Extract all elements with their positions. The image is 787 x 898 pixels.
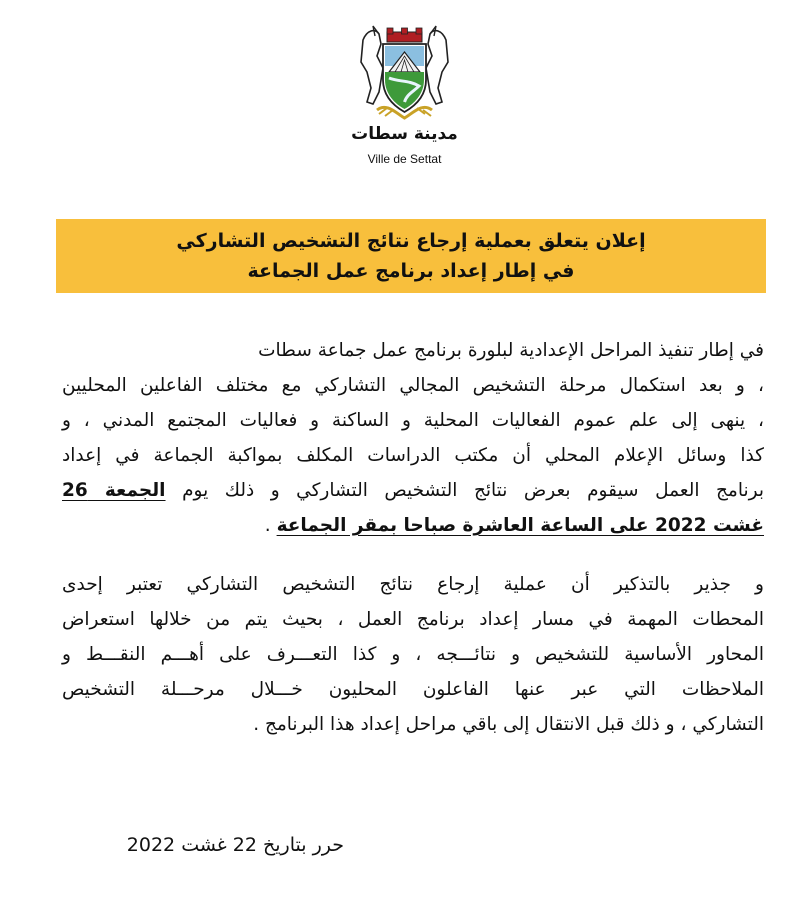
paragraph-2-line-1: و جذير بالتذكير أن عملية إرجاع نتائج التشخيص التشاركي تعتبر إحدى [62,574,764,595]
paragraph-2-line-3: المحاور الأساسية للتشخيص و نتائـــجه ، و كذا التعـــرف على أهـــم النقـــط و [62,644,764,665]
logo-city-name-french: Ville de Settat [367,152,442,166]
paragraph-1-line-3: ، ينهى إلى علم عموم الفعاليات المحلية و الساكنة و فعاليات المجتمع المدني ، و [62,410,764,431]
paragraph-1-line-6 [62,508,764,543]
paragraph-1-line-1: في إطار تنفيذ المراحل الإعدادية لبلورة برنامج عمل جماعة سطات [258,340,764,361]
issue-date: حرر بتاريخ 22 غشت 2022 [126,834,344,856]
city-logo [347,22,462,172]
settat-coat-of-arms-icon [357,22,452,122]
event-date-time-place-highlight: غشت 2022 على الساعة العاشرة صباحا بمقر الجماعة [276,515,764,536]
banner-title-line-1: إعلان يتعلق بعملية إرجاع نتائج التشخيص التشاركي [176,230,646,252]
announcement-paragraph-2 [62,567,764,742]
paragraph-1-end-period: . [264,515,271,536]
paragraph-2-line-4: الملاحظات التي عبر عنها الفاعلون المحليون خـــلال مرحـــلة التشخيص [62,679,764,700]
paragraph-2-line-5: التشاركي ، و ذلك قبل الانتقال إلى باقي مراحل إعداد هذا البرنامج . [253,714,764,735]
paragraph-1-line-4: كذا وسائل الإعلام المحلي أن مكتب الدراسات المكلف بمواكبة الجماعة في إعداد [62,445,764,466]
announcement-paragraph-1 [62,333,764,543]
paragraph-1-line-5-text: برنامج العمل سيقوم بعرض نتائج التشخيص التشاركي و ذلك يوم [182,480,764,501]
paragraph-1-line-2: ، و بعد استكمال مرحلة التشخيص المجالي التشاركي مع مختلف الفاعلين المحليين [62,375,764,396]
logo-city-name-arabic: مدينة سطات [351,124,458,144]
event-day-highlight: الجمعة 26 [62,480,166,501]
paragraph-2-line-2: المحطات المهمة في مسار إعداد برنامج العمل ، بحيث يتم من خلالها استعراض [62,609,764,630]
announcement-title-banner [56,219,766,293]
paragraph-1-line-5 [62,473,764,508]
banner-title-line-2: في إطار إعداد برنامج عمل الجماعة [247,260,575,282]
